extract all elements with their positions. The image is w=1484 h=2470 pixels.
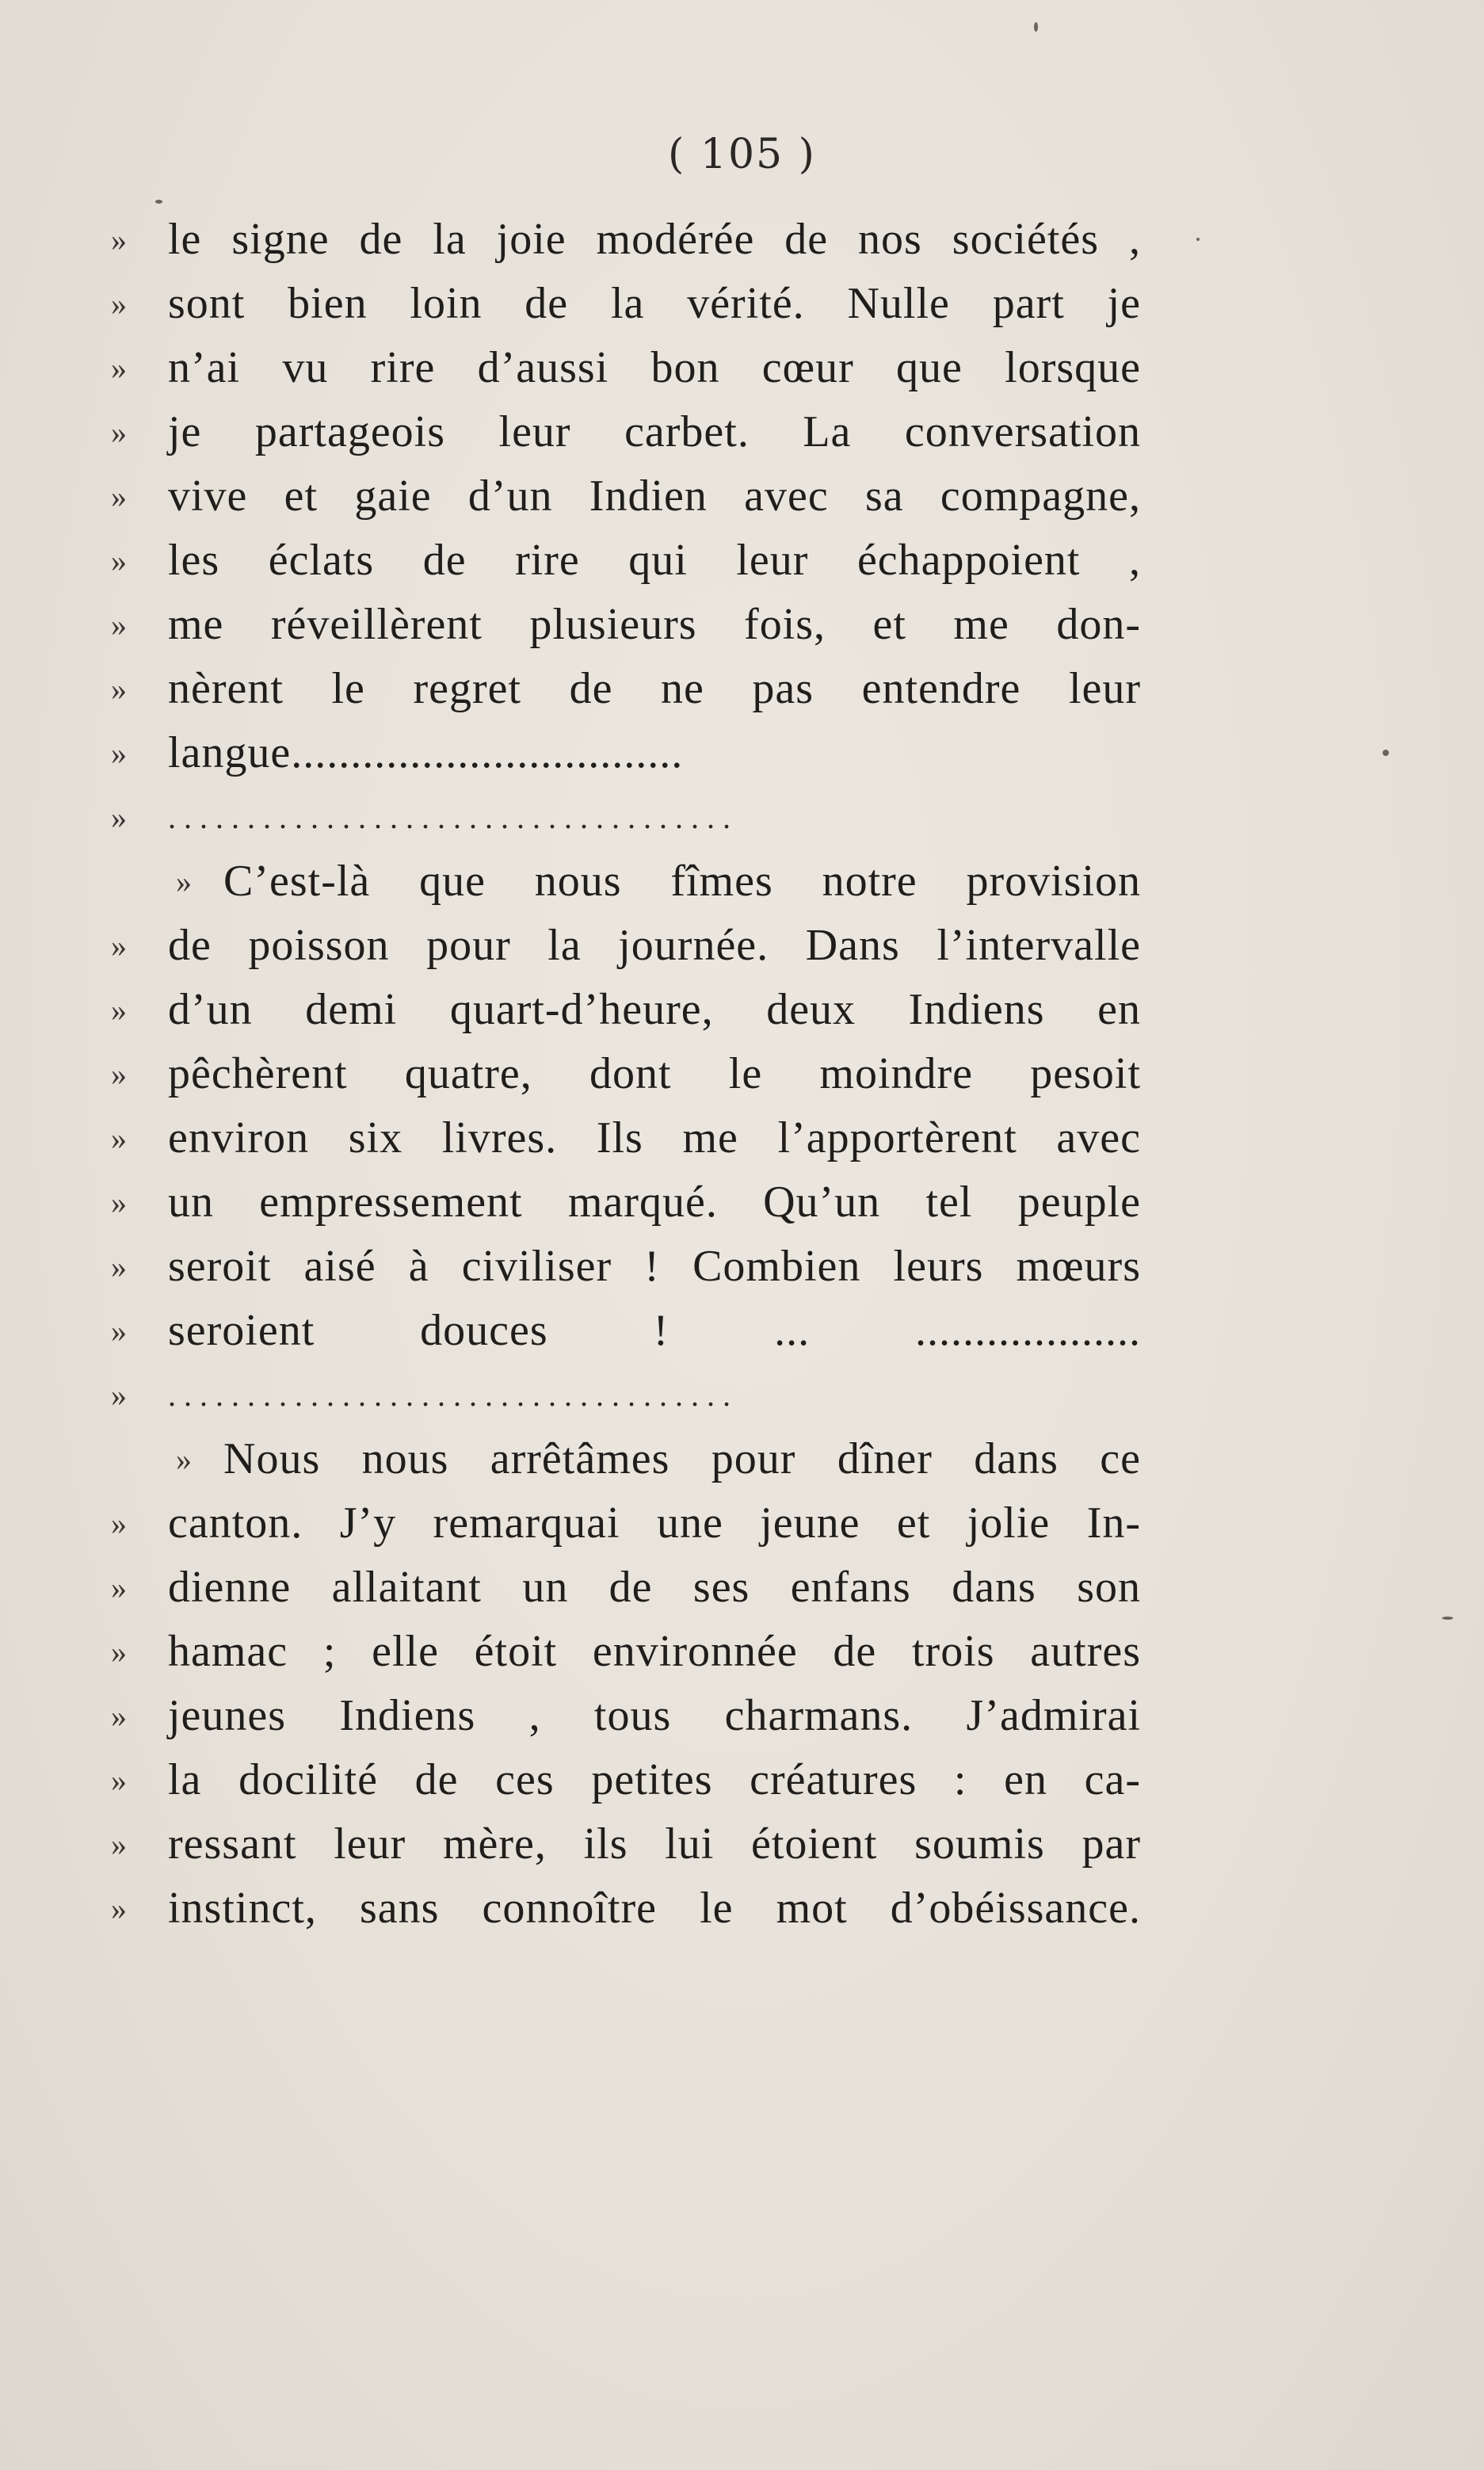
quote-mark: » bbox=[111, 671, 127, 707]
line-text: .................................... bbox=[168, 800, 738, 835]
quote-mark: » bbox=[111, 800, 127, 835]
text-line bbox=[111, 208, 1141, 272]
text-line bbox=[111, 1170, 1141, 1235]
quote-mark: » bbox=[111, 479, 127, 514]
quote-mark: » bbox=[111, 1313, 127, 1349]
line-text: ressant leur mère, ils lui étoient soumis par bbox=[168, 1819, 1141, 1869]
quote-mark: » bbox=[111, 1377, 127, 1413]
text-line bbox=[111, 978, 1141, 1042]
line-text: jeunes Indiens , tous charmans. J’admirai bbox=[168, 1691, 1141, 1740]
quote-mark: » bbox=[111, 1891, 127, 1926]
text-line bbox=[111, 1556, 1141, 1620]
text-line bbox=[111, 400, 1141, 464]
line-text: pêchèrent quatre, dont le moindre pesoit bbox=[168, 1049, 1141, 1098]
quote-mark: » bbox=[111, 1634, 127, 1670]
quote-mark: » bbox=[111, 543, 127, 578]
quote-mark: » bbox=[111, 222, 127, 258]
line-text: je partageois leur carbet. La conversation bbox=[168, 407, 1141, 456]
line-text: Nous nous arrêtâmes pour dîner dans ce bbox=[223, 1434, 1141, 1483]
text-line bbox=[111, 721, 1141, 785]
line-text: C’est-là que nous fîmes notre provision bbox=[223, 857, 1141, 906]
text-line bbox=[111, 593, 1141, 657]
quote-mark: » bbox=[111, 1056, 127, 1092]
quote-mark: » bbox=[111, 735, 127, 771]
quote-mark: » bbox=[111, 350, 127, 386]
line-text: .................................... bbox=[168, 1377, 738, 1413]
text-line bbox=[111, 336, 1141, 400]
line-text: environ six livres. Ils me l’apportèrent avec bbox=[168, 1113, 1141, 1162]
quote-mark: » bbox=[176, 864, 192, 899]
text-line bbox=[111, 1299, 1141, 1363]
quote-mark: » bbox=[111, 607, 127, 643]
ellipsis-line bbox=[111, 1363, 1141, 1427]
line-text: nèrent le regret de ne pas entendre leur bbox=[168, 664, 1141, 713]
text-line bbox=[111, 1235, 1141, 1299]
line-text: hamac ; elle étoit environnée de trois autres bbox=[168, 1627, 1141, 1676]
body-text bbox=[111, 208, 1141, 1941]
quote-mark: » bbox=[111, 1570, 127, 1605]
text-line bbox=[111, 1812, 1141, 1876]
line-text: seroient douces ! ... ................... bbox=[168, 1306, 1141, 1355]
text-line bbox=[111, 1491, 1141, 1556]
quote-mark: » bbox=[111, 1698, 127, 1734]
text-line bbox=[111, 1106, 1141, 1170]
ellipsis-line bbox=[111, 785, 1141, 849]
line-text: vive et gaie d’un Indien avec sa compagne, bbox=[168, 471, 1141, 521]
line-text: me réveillèrent plusieurs fois, et me don- bbox=[168, 600, 1141, 649]
page-number: ( 105 ) bbox=[668, 131, 816, 178]
text-line bbox=[111, 1684, 1141, 1748]
text-line bbox=[111, 1042, 1141, 1106]
line-text: d’un demi quart-d’heure, deux Indiens en bbox=[168, 985, 1141, 1034]
text-line bbox=[111, 1748, 1141, 1812]
line-text: n’ai vu rire d’aussi bon cœur que lorsque bbox=[168, 343, 1141, 392]
text-line bbox=[111, 272, 1141, 336]
line-text: seroit aisé à civiliser ! Combien leurs mœurs bbox=[168, 1242, 1141, 1291]
quote-mark: » bbox=[111, 1120, 127, 1156]
quote-mark: » bbox=[111, 1249, 127, 1285]
quote-mark: » bbox=[111, 928, 127, 964]
text-line bbox=[111, 849, 1141, 914]
text-line bbox=[111, 464, 1141, 529]
text-line bbox=[111, 914, 1141, 978]
text-line bbox=[111, 1876, 1141, 1941]
quote-mark: » bbox=[111, 286, 127, 322]
text-line bbox=[111, 1620, 1141, 1684]
quote-mark: » bbox=[111, 1185, 127, 1220]
quote-mark: » bbox=[111, 414, 127, 450]
text-line bbox=[111, 529, 1141, 593]
line-text: canton. J’y remarquai une jeune et jolie In- bbox=[168, 1498, 1141, 1548]
quote-mark: » bbox=[111, 1506, 127, 1541]
text-line bbox=[111, 657, 1141, 721]
line-text: la docilité de ces petites créatures : en ca- bbox=[168, 1755, 1141, 1804]
line-text: de poisson pour la journée. Dans l’intervalle bbox=[168, 921, 1141, 970]
quote-mark: » bbox=[111, 992, 127, 1028]
quote-mark: » bbox=[111, 1762, 127, 1798]
line-text: un empressement marqué. Qu’un tel peuple bbox=[168, 1178, 1141, 1227]
line-text: sont bien loin de la vérité. Nulle part je bbox=[168, 279, 1141, 328]
text-line bbox=[111, 1427, 1141, 1491]
line-text: le signe de la joie modérée de nos sociétés , bbox=[168, 215, 1141, 264]
line-text: dienne allaitant un de ses enfans dans son bbox=[168, 1563, 1141, 1612]
line-text: instinct, sans connoître le mot d’obéissance. bbox=[168, 1884, 1141, 1933]
quote-mark: » bbox=[111, 1827, 127, 1862]
line-text: langue................................. bbox=[168, 728, 684, 777]
quote-mark: » bbox=[176, 1441, 192, 1477]
line-text: les éclats de rire qui leur échappoient , bbox=[168, 536, 1141, 585]
